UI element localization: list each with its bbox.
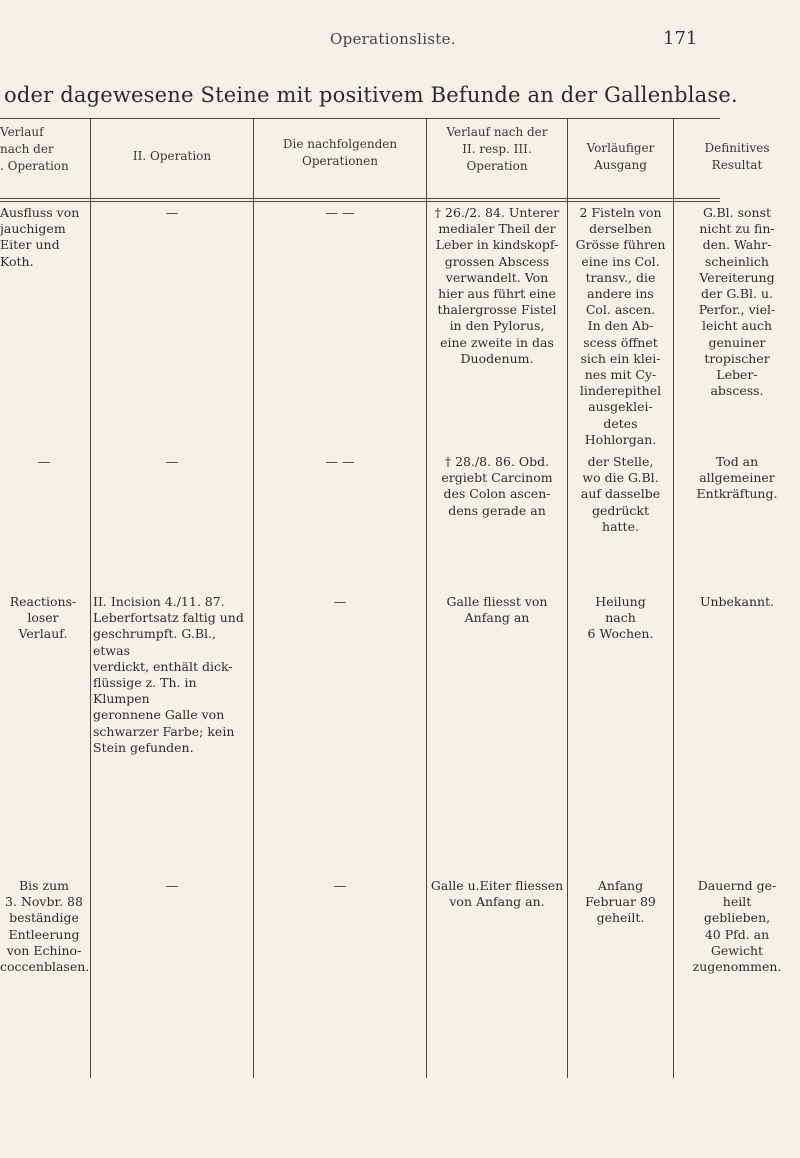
cell-definitiv: Dauernd ge- heilt geblieben, 40 Pfd. an Gewicht zugenommen. (692, 878, 782, 975)
cell-vorlaeufig: Heilung nach 6 Wochen. (587, 594, 654, 642)
cell-verlauf: — (37, 454, 51, 469)
page-heading: oder dagewesene Steine mit positivem Befunde an der Gallenblase. (4, 83, 738, 107)
cell-nachfolgend: — (333, 878, 347, 893)
column-divider-1 (90, 118, 91, 1078)
cell-op2: II. Incision 4./11. 87. Leberfortsatz faltig und geschrumpft. G.Bl., etwas verdickt, enthält dick- flüssige z. Th. in Klumpen geronnene Galle von schwarzer Farbe; kein Stein gefunden. (93, 594, 244, 755)
cell-nachfolgend: — — (325, 454, 355, 469)
cell-definitiv: G.Bl. sonst nicht zu fin- den. Wahr- scheinlich Vereiterung der G.Bl. u. Perfor., viel- leicht auch genuiner tropischer Leber- abscess. (698, 205, 776, 399)
running-head: Operationsliste. (330, 30, 456, 48)
cell-verlauf2: Galle u.Eiter fliessen von Anfang an. (430, 878, 564, 910)
cell-op2: — (165, 454, 179, 469)
cell-nachfolgend: — — (325, 205, 355, 220)
cell-op2: — (165, 878, 179, 893)
header-rule-2 (0, 201, 720, 202)
header-verlauf2: Verlauf nach der II. resp. III. Operation (446, 125, 548, 173)
cell-verlauf: Reactions- loser Verlauf. (9, 594, 77, 642)
cell-verlauf: Bis zum 3. Novbr. 88 beständige Entleerung von Echino- coccenblasen. (0, 878, 90, 975)
cell-verlauf2: Galle fliesst von Anfang an (446, 594, 548, 626)
cell-definitiv: Unbekannt. (699, 594, 775, 609)
cell-verlauf2: † 26./2. 84. Unterer medialer Theil der Leber in kindskopf- grossen Abscess verwandelt. Von hier aus führt eine thalergrosse Fistel in den Pylorus, eine zweite in das Duodenum. (434, 205, 560, 366)
header-vorlaeufig: Vorläufiger Ausgang (586, 141, 655, 172)
page-number: 171 (663, 28, 698, 49)
header-verlauf: Verlauf nach der . Operation (0, 125, 69, 173)
cell-verlauf2: † 28./8. 86. Obd. ergiebt Carcinom des Colon ascen- dens gerade an (441, 454, 553, 518)
top-rule (0, 118, 720, 119)
header-definitiv: Definitives Resultat (704, 141, 770, 172)
cell-vorlaeufig: der Stelle, wo die G.Bl. auf dasselbe gedrückt hatte. (580, 454, 661, 534)
cell-nachfolgend: — (333, 594, 347, 609)
cell-definitiv: Tod an allgemeiner Entkräftung. (696, 454, 778, 502)
cell-verlauf: Ausfluss von jauchigem Eiter und Koth. (0, 205, 80, 269)
cell-vorlaeufig: Anfang Februar 89 geheilt. (585, 878, 656, 926)
cell-op2: — (165, 205, 179, 220)
cell-vorlaeufig: 2 Fisteln von derselben Grösse führen eine ins Col. transv., die andere ins Col. ascen. In den Ab- scess öffnet sich ein klei- nes mit Cy- linderepithel ausgeklei- detes Hohlorgan. (575, 205, 666, 447)
header-op2: II. Operation (132, 149, 212, 163)
header-rule (0, 198, 720, 199)
header-nachfolgend: Die nachfolgenden Operationen (282, 137, 398, 168)
